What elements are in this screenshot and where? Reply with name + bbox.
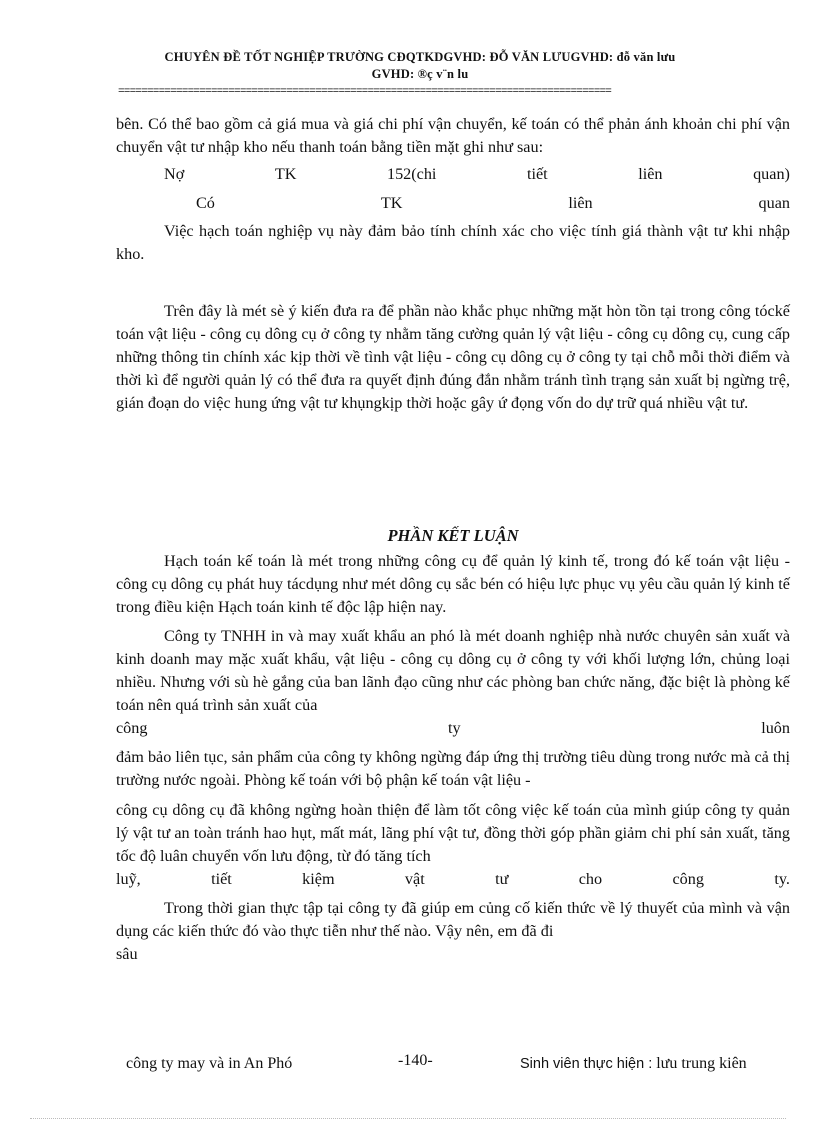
entry-word: liên [568,194,593,212]
footer-author [520,1055,747,1073]
running-header-advisor: GVHD: ®ç v¨n lu [371,67,469,81]
spread-word: tiết [211,870,232,888]
paragraph: đảm bảo liên tục, sản phẩm của công ty không ngừng đáp ứng thị trường tiêu dùng trong nước mà cả thị trường nước ngoài. Phòng kế toán với bộ phận kế toán vật liệu - [116,748,790,789]
spread-word: ty. [774,870,790,888]
paragraph: bên. Có thể bao gồm cả giá mua và giá chi phí vận chuyển, kế toán có thể phản ánh khoản chi phí vận chuyển vật tư nhập kho nếu thanh toán bằng tiền mặt ghi như sau: [116,115,790,156]
entry-word: Có [196,194,215,212]
spread-word: kiệm [302,870,335,888]
paragraph-end: sâu [116,945,138,963]
paragraph: Trong thời gian thực tập tại công ty đã giúp em củng cố kiến thức về lý thuyết của mình và vận dụng các kiến thức đó vào thực tiễn như thế nào. Vậy nên, em đã đi [116,899,790,940]
spread-word: cho [578,870,603,888]
paragraph: Hạch toán kế toán là mét trong những công cụ để quản lý kinh tế, trong đó kế toán vật liệu - công cụ dông cụ phát huy tácdụng như mét dông cụ sắc bén có hiệu lực phục vụ yêu cầu quản lý kinh tế trong điều kiện Hạch toán kinh tế độc lập hiện nay. [116,552,790,616]
entry-credit [196,192,790,215]
spread-word: luỹ, [116,870,141,888]
entry-word: TK [380,194,403,212]
spread-word: công [116,719,148,737]
content-block-2 [116,300,790,415]
footer-company: công ty may và in An Phó [126,1055,293,1072]
footer-author-label: Sinh viên thực hiện : [520,1056,653,1072]
running-header: CHUYÊN ĐỀ TỐT NGHIỆP TRƯỜNG CĐQTKDGVHD: ĐỖ VĂN LƯUGVHD: đỗ văn lưu [164,50,676,64]
content-block-1 [116,113,790,266]
entry-word: liên [638,165,663,183]
entry-word: quan [758,194,790,212]
footer-author-name: lưu trung kiên [656,1055,747,1072]
spread-line [116,868,790,891]
spread-word: luôn [761,719,790,737]
section-title: PHẦN KẾT LUẬN [387,526,519,545]
paragraph: Công ty TNHH in và may xuất khẩu an phó là mét doanh nghiệp nhà nước chuyên sản xuất và kinh doanh may mặc xuất khẩu, vật liệu - công cụ dông cụ ở công ty với khối lượng lớn, chủng loại nhiều. Nhưng với sù hè gắng của ban lãnh đạo cũng như các phòng ban chức năng, đặc biệt là phòng kế toán nên quá trình sản xuất của [116,627,790,714]
entry-word: Nợ [164,165,185,183]
content-block-3 [116,524,790,966]
spread-word: tư [495,870,509,888]
page-edge-divider [30,1118,786,1119]
spread-line [116,717,790,740]
entry-word: 152(chi [386,165,437,183]
entry-word: TK [274,165,297,183]
entry-word: quan) [753,165,790,183]
paragraph: công cụ dông cụ đã không ngừng hoàn thiện để làm tốt công việc kế toán của mình giúp công ty quản lý vật tư an toàn tránh hao hụt, mất mát, lãng phí vật tư, đồng thời góp phần giảm chi phí sản xuất, tăng tốc độ luân chuyển vốn lưu động, từ đó tăng tích [116,801,790,865]
paragraph: Việc hạch toán nghiệp vụ này đảm bảo tính chính xác cho việc tính giá thành vật tư khi nhập kho. [116,222,790,263]
entry-debit [164,163,790,186]
paragraph: Trên đây là mét sè ý kiến đưa ra để phần nào khắc phục những mặt hòn tồn tại trong công tóckế toán vật liệu - công cụ dông cụ ở công ty nhằm tăng cường quản lý vật liệu - công cụ dông cụ, cung cấp những thông tin chính xác kịp thời về tình vật liệu - công cụ dông cụ ở công ty tại chỗ mỗi thời điểm và thời kì để người quản lý có thể đưa ra quyết định đúng đắn nhằm tránh tình trạng sản xuất bị ngừng trệ, gián đoạn do việc hung ứng vật tư khụngkịp thời hoặc gây ứ đọng vốn do dự trữ quá nhiều vật tư. [116,302,790,412]
header-rule: ===================================================================================== [118,86,612,98]
spread-word: công [672,870,704,888]
spread-word: ty [448,719,461,737]
spread-word: vật [404,870,425,888]
page-number: -140- [398,1052,433,1069]
entry-word: tiết [526,165,548,183]
